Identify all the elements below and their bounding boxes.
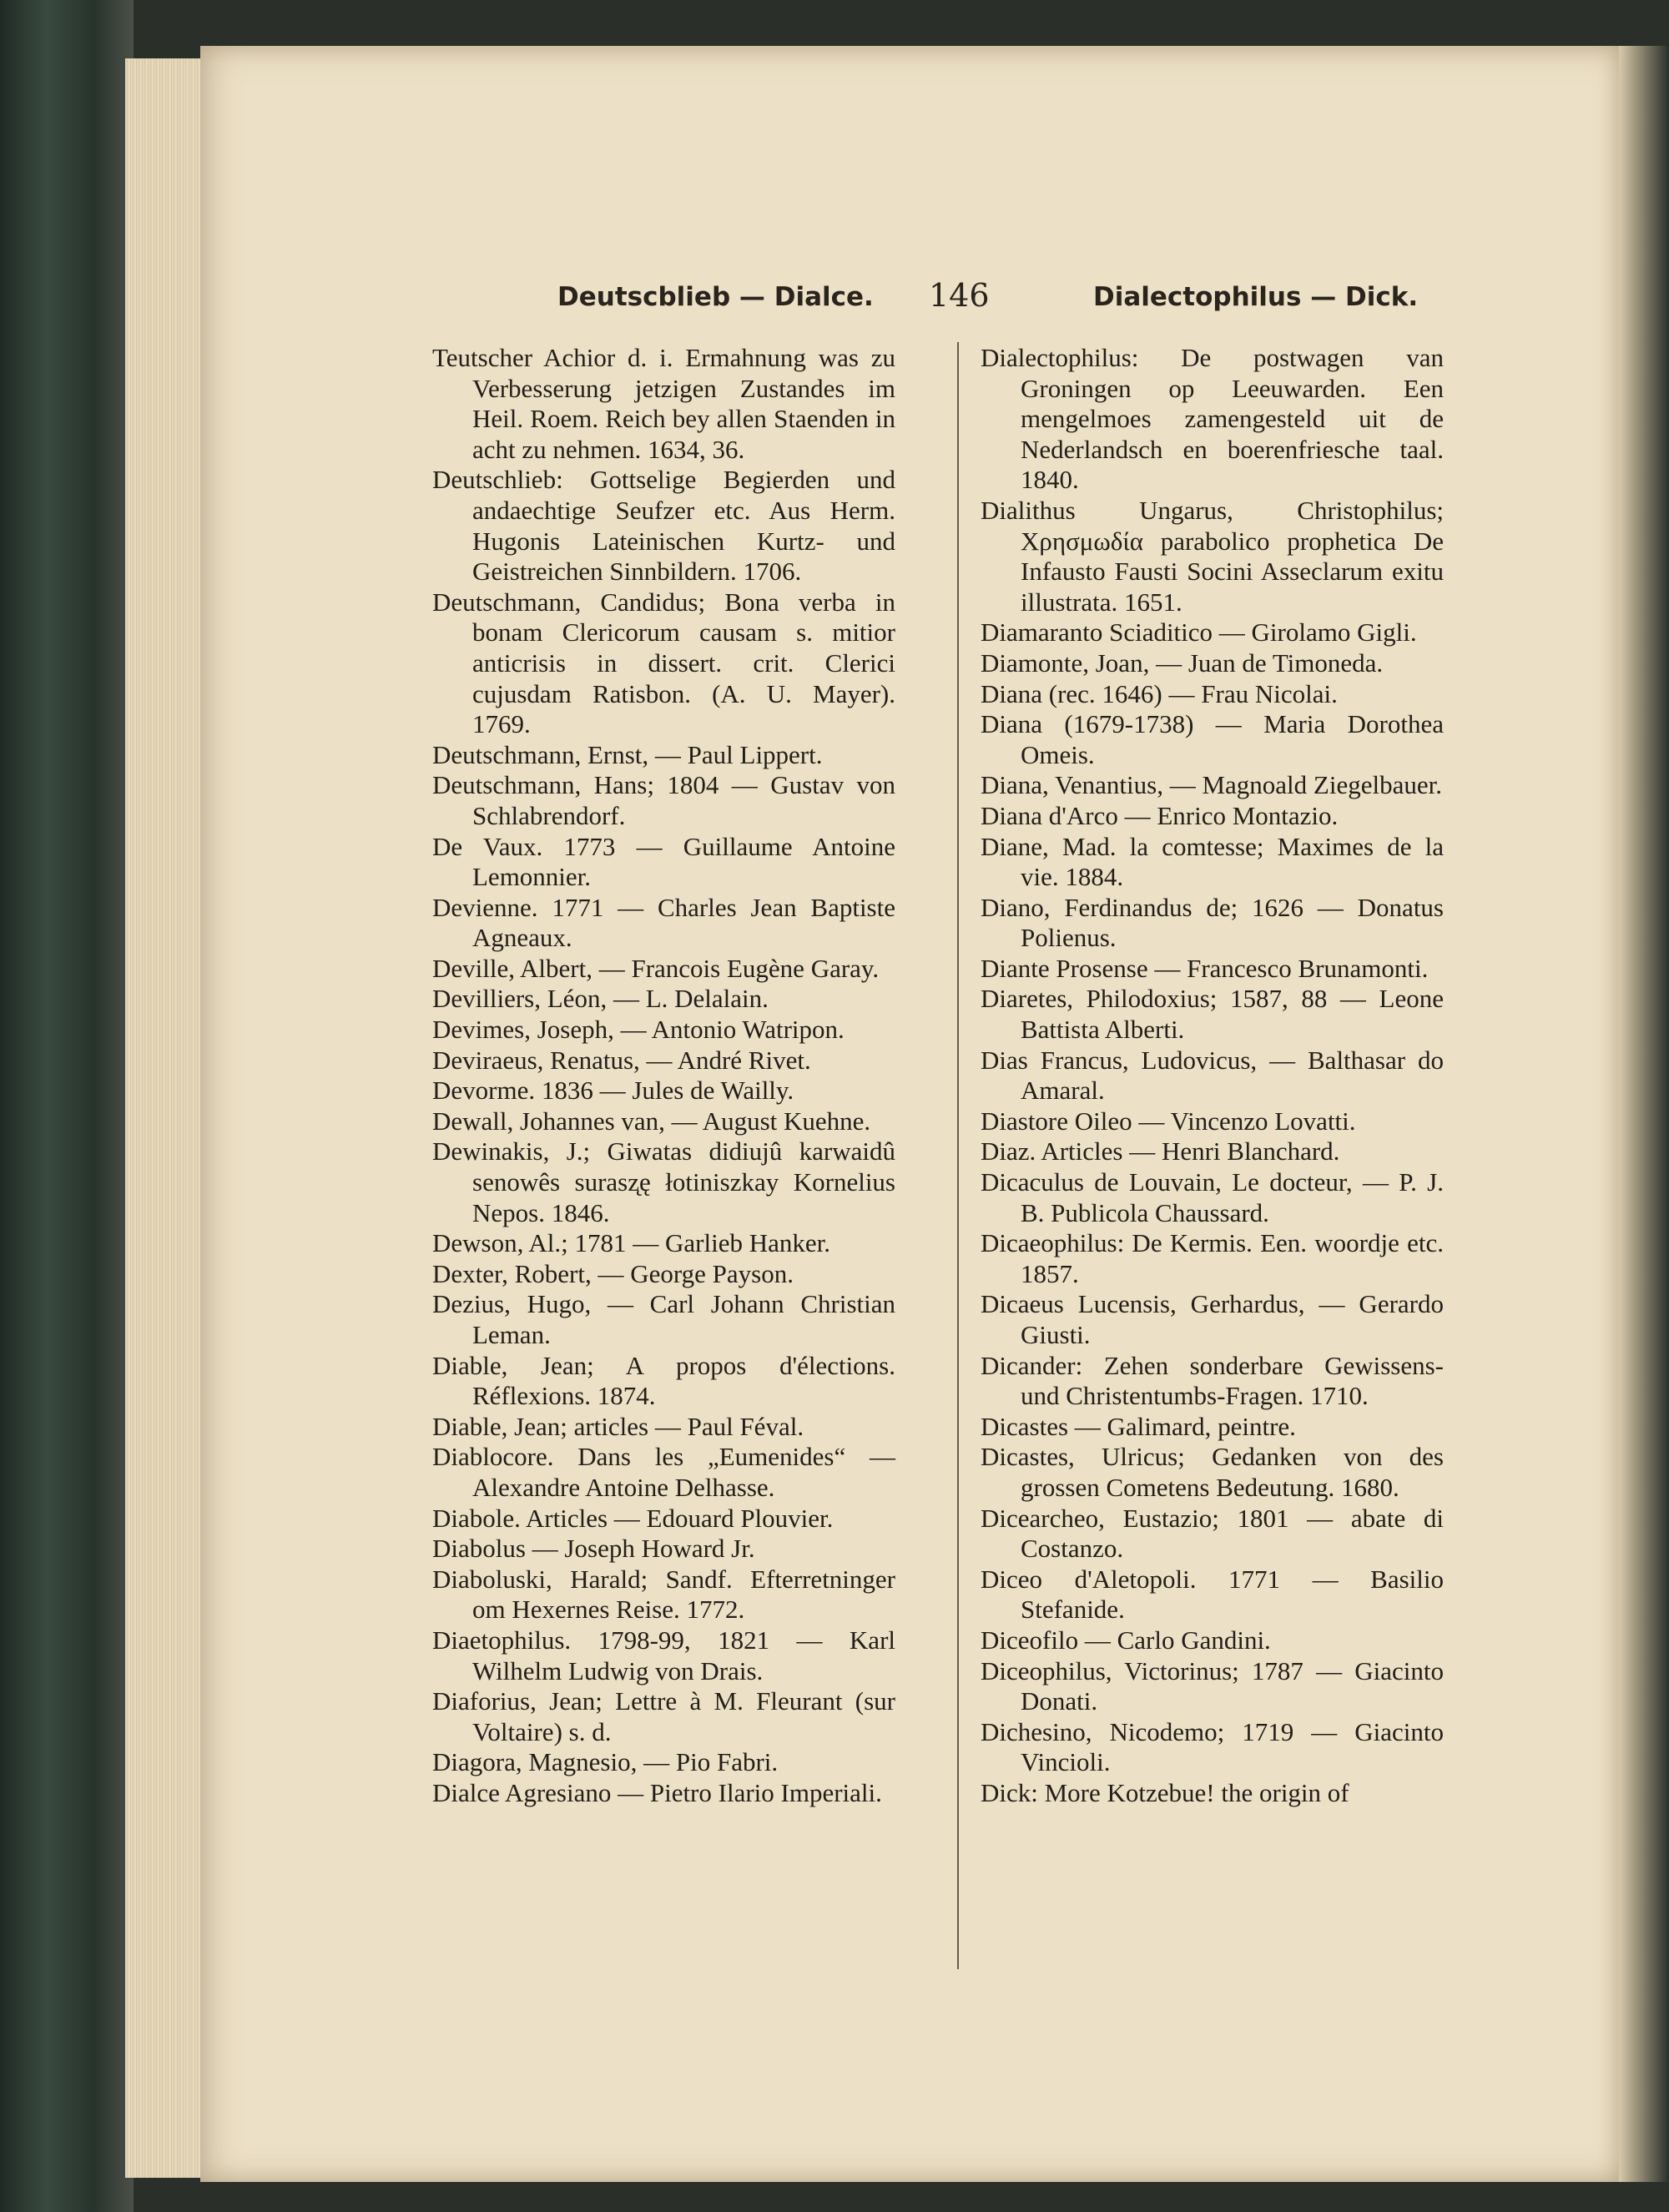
- index-entry: Dialectophilus: De postwagen van Groningen op Leeuwarden. Een mengelmoes zamengesteld uit de Nederlandsch en boerenfriesche taal. 1840.: [981, 343, 1444, 495]
- column-divider: [957, 342, 959, 1969]
- index-entry: Diaboluski, Harald; Sandf. Efterretninger om Hexernes Reise. 1772.: [432, 1564, 895, 1625]
- index-entry: Deviraeus, Renatus, — André Rivet.: [432, 1045, 811, 1075]
- index-entry: Dewall, Johannes van, — August Kuehne.: [432, 1106, 871, 1136]
- index-entry: Diana (rec. 1646) — Frau Nicolai.: [981, 678, 1338, 708]
- index-entry: Diceofilo — Carlo Gandini.: [981, 1625, 1271, 1655]
- index-entry: Dicander: Zehen sonderbare Gewissens- und Christentumbs-Fragen. 1710.: [981, 1350, 1444, 1411]
- index-entry: Deutschlieb: Gottselige Begierden und andaechtige Seufzer etc. Aus Herm. Hugonis Lateinischen Kurtz- und Geistreichen Sinnbildern. 1706.: [432, 465, 895, 587]
- index-entry: Diamonte, Joan, — Juan de Timoneda.: [981, 647, 1384, 678]
- index-entry: Dicaculus de Louvain, Le docteur, — P. J. B. Publicola Chaussard.: [981, 1167, 1444, 1227]
- page-edges: [125, 58, 209, 2178]
- index-entry: Deville, Albert, — Francois Eugène Garay.: [432, 953, 880, 983]
- index-entry: Dexter, Robert, — George Payson.: [432, 1258, 794, 1288]
- index-entry: Diano, Ferdinandus de; 1626 — Donatus Polienus.: [981, 892, 1444, 953]
- index-entry: Dicastes — Galimard, peintre.: [981, 1411, 1296, 1441]
- index-entry: Diabole. Articles — Edouard Plouvier.: [432, 1503, 834, 1533]
- index-entry: Dicearcheo, Eustazio; 1801 — abate di Costanzo.: [981, 1503, 1444, 1564]
- running-header: [200, 277, 1619, 324]
- left-column: [432, 343, 895, 1809]
- index-entry: Diastore Oileo — Vincenzo Lovatti.: [981, 1106, 1356, 1136]
- index-entry: Diaretes, Philodoxius; 1587, 88 — Leone Battista Alberti.: [981, 984, 1444, 1045]
- right-column: [981, 343, 1444, 1809]
- index-entry: Diceophilus, Victorinus; 1787 — Giacinto Donati.: [981, 1655, 1444, 1716]
- index-entry: Diaforius, Jean; Lettre à M. Fleurant (sur Voltaire) s. d.: [432, 1686, 895, 1746]
- index-entry: Dick: More Kotzebue! the origin of: [981, 1777, 1349, 1807]
- index-entry: Diaetophilus. 1798-99, 1821 — Karl Wilhelm Ludwig von Drais.: [432, 1625, 895, 1685]
- index-entry: Diana d'Arco — Enrico Montazio.: [981, 800, 1339, 830]
- index-entry: Deutschmann, Candidus; Bona verba in bonam Clericorum causam s. mitior anticrisis in dissert. crit. Clerici cujusdam Ratisbon. (A. U. Mayer). 1769.: [432, 587, 895, 739]
- header-right-catchwords: Dialectophilus — Dick.: [1093, 282, 1419, 312]
- index-entry: Diana, Venantius, — Magnoald Ziegelbauer.: [981, 770, 1442, 800]
- index-entry: Dicaeophilus: De Kermis. Een. woordje etc. 1857.: [981, 1228, 1444, 1288]
- book-page: [200, 46, 1619, 2182]
- index-entry: Dicastes, Ulricus; Gedanken von des grossen Cometens Bedeutung. 1680.: [981, 1442, 1444, 1502]
- index-entry: Diamaranto Sciaditico — Girolamo Gigli.: [981, 617, 1417, 647]
- index-entry: Diceo d'Aletopoli. 1771 — Basilio Stefanide.: [981, 1564, 1444, 1625]
- right-page-edge: [1619, 46, 1669, 2182]
- index-entry: De Vaux. 1773 — Guillaume Antoine Lemonnier.: [432, 831, 895, 892]
- index-entry: Deutschmann, Ernst, — Paul Lippert.: [432, 739, 823, 769]
- index-entry: Devienne. 1771 — Charles Jean Baptiste Agneaux.: [432, 892, 895, 953]
- index-entry: Diaz. Articles — Henri Blanchard.: [981, 1136, 1340, 1166]
- index-entry: Diana (1679-1738) — Maria Dorothea Omeis.: [981, 709, 1444, 769]
- index-entry: Devimes, Joseph, — Antonio Watripon.: [432, 1015, 845, 1045]
- index-entry: Dewinakis, J.; Giwatas didiujû karwaidû senowês surasz̨ę łotiniszkay Kornelius Nepos. 1846.: [432, 1136, 895, 1227]
- index-entry: Diablocore. Dans les „Eumenides“ — Alexandre Antoine Delhasse.: [432, 1442, 895, 1502]
- index-entry: Devilliers, Léon, — L. Delalain.: [432, 984, 769, 1014]
- index-entry: Diane, Mad. la comtesse; Maximes de la vie. 1884.: [981, 831, 1444, 892]
- index-entry: Dichesino, Nicodemo; 1719 — Giacinto Vincioli.: [981, 1716, 1444, 1777]
- index-entry: Deutschmann, Hans; 1804 — Gustav von Schlabrendorf.: [432, 770, 895, 830]
- header-left-catchwords: Deutscblieb — Dialce.: [557, 282, 874, 312]
- index-entry: Diagora, Magnesio, — Pio Fabri.: [432, 1747, 779, 1777]
- index-entry: Dezius, Hugo, — Carl Johann Christian Leman.: [432, 1289, 895, 1349]
- index-entry: Dialithus Ungarus, Christophilus; Χρησμωδία parabolico prophetica De Infausto Fausti Socini Asseclarum exitu illustrata. 1651.: [981, 495, 1444, 617]
- page-number: 146: [929, 277, 990, 314]
- index-entry: Devorme. 1836 — Jules de Wailly.: [432, 1076, 794, 1106]
- index-entry: Teutscher Achior d. i. Ermahnung was zu Verbesserung jetzigen Zustandes im Heil. Roem. Reich bey allen Staenden in acht zu nehmen. 1634, 36.: [432, 343, 895, 464]
- index-entry: Dias Francus, Ludovicus, — Balthasar do Amaral.: [981, 1045, 1444, 1106]
- index-entry: Diabolus — Joseph Howard Jr.: [432, 1534, 755, 1564]
- book-binding: [0, 0, 134, 2212]
- index-entry: Diable, Jean; articles — Paul Féval.: [432, 1411, 804, 1441]
- index-entry: Dialce Agresiano — Pietro Ilario Imperiali.: [432, 1777, 882, 1807]
- index-entry: Dewson, Al.; 1781 — Garlieb Hanker.: [432, 1228, 830, 1258]
- index-entry: Diable, Jean; A propos d'élections. Réflexions. 1874.: [432, 1350, 895, 1411]
- index-entry: Dicaeus Lucensis, Gerhardus, — Gerardo Giusti.: [981, 1289, 1444, 1349]
- index-entry: Diante Prosense — Francesco Brunamonti.: [981, 953, 1429, 983]
